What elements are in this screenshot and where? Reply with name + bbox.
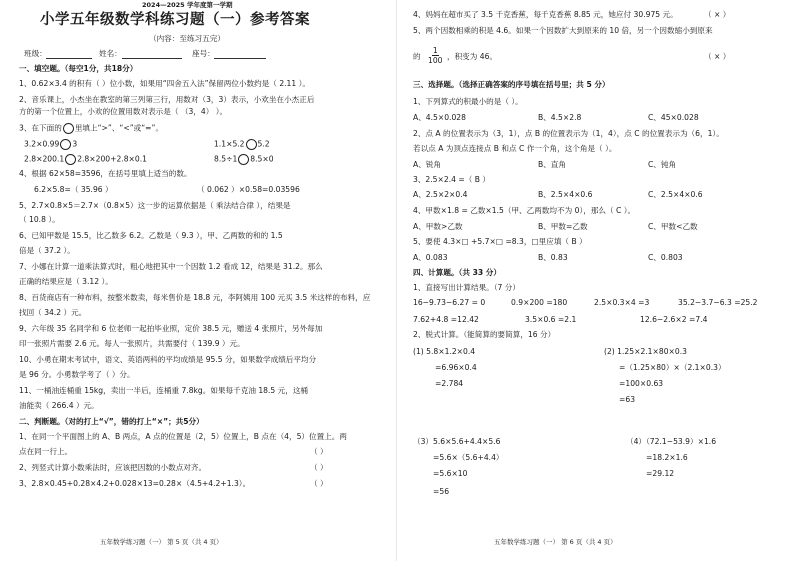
judge-2-answer[interactable]: （ ） — [310, 463, 328, 472]
problem-2-line1: (2) 1.25×2.1×80×0.3 — [604, 347, 687, 356]
page-title: 小学五年级数学科练习题（一）参考答案 — [40, 12, 310, 28]
direct-calc-title: 1、直接写出计算结果。（7 分） — [413, 283, 520, 292]
section-fill-title: 一、填空题。（每空1分，共18分） — [19, 64, 138, 73]
direct-calc-6: 3.5×0.6 =2.1 — [525, 315, 577, 324]
judge-3: 3、2.8×0.45+0.28×4.2+0.028×13=0.28×（4.5+4.2+1.3）。 — [19, 479, 251, 488]
judge-2: 2、列竖式计算小数乘法时，应该把因数的小数点对齐。 — [19, 463, 207, 472]
choice-4-opt-c[interactable]: C、甲数<乙数 — [648, 222, 698, 231]
choice-2-opt-c[interactable]: C、钝角 — [648, 160, 677, 169]
problem-1-line1: (1) 5.8×1.2×0.4 — [413, 347, 476, 356]
choice-5-opt-b[interactable]: B、0.83 — [538, 253, 568, 262]
content-note: （内容：至练习五完） — [149, 34, 225, 43]
question-1: 1、0.62×3.4 的积有（ ）位小数，如果用“四舍五入法”保留两位小数约是（ 2.11 ）。 — [19, 79, 311, 88]
question-7-line2: 正确的结果应是（ 3.12 ）。 — [19, 277, 113, 286]
choice-1-opt-b[interactable]: B、4.5×2.8 — [538, 113, 582, 122]
name-field[interactable] — [122, 58, 182, 59]
question-11-line1: 11、一桶油连桶重 15kg，卖出一半后，连桶重 7.8kg。如果每千克油 18.5 元，这桶 — [19, 386, 309, 395]
direct-calc-5: 7.62+4.8 =12.42 — [413, 315, 479, 324]
choice-1-opt-c[interactable]: C、45×0.028 — [648, 113, 699, 122]
seat-field[interactable] — [214, 58, 266, 59]
question-2-line1: 2、音乐课上，小杰坐在教室的第三列第三行，用数对（3，3）表示，小欢坐在小杰正后 — [19, 95, 315, 104]
question-6-line2: 倍是（ 37.2 ）。 — [19, 246, 75, 255]
direct-calc-1: 16−9.73−6.27 = 0 — [413, 298, 486, 307]
question-8-line2: 找回（ 34.2 ）元。 — [19, 308, 87, 317]
stepwise-title: 2、脱式计算。（能简算的要简算，16 分） — [413, 330, 556, 339]
choice-4-opt-a[interactable]: A、甲数>乙数 — [413, 222, 463, 231]
right-footer: 五年数学练习题（一） 第 6 页（共 4 页） — [494, 538, 617, 546]
choice-2-opt-b[interactable]: B、直角 — [538, 160, 566, 169]
compare-row-2b: 8.5÷1 8.5×0 — [214, 154, 274, 164]
choice-5-opt-c[interactable]: C、0.803 — [648, 253, 683, 262]
judge-4: 4、妈妈在超市买了 3.5 千克香蕉，每千克香蕉 8.85 元，她应付 30.975 元。 — [413, 10, 678, 19]
compare-row-1b: 1.1×5.2 5.2 — [214, 139, 270, 149]
name-label: 姓名： — [99, 49, 122, 58]
question-5-line2: （ 10.8 ）。 — [19, 215, 60, 224]
direct-calc-4: 35.2−3.7−6.3 =25.2 — [678, 298, 758, 307]
choice-3: 3、2.5×2.4 =（ B ） — [413, 175, 490, 184]
question-4-eq1: 6.2×5.8=（ 35.96 ） — [34, 185, 113, 194]
term-header: 2024—2025 学年度第一学期 — [142, 1, 233, 9]
compare-circle[interactable] — [65, 154, 76, 165]
choice-3-opt-b[interactable]: B、2.5×4×0.6 — [538, 190, 593, 199]
choice-2-line2: 若以点 A 为顶点连接点 B 和点 C 作一个角，这个角是（ ）。 — [413, 144, 617, 153]
question-5-line1: 5、2.7×0.8×5＝2.7×（0.8×5）这一步的运算依据是（ 乘法结合律 ），结果是 — [19, 201, 291, 210]
section-choice-title: 三、选择题。（选择正确答案的序号填在括号里；共 5 分） — [413, 80, 610, 89]
circle-icon — [63, 123, 74, 134]
choice-4: 4、甲数×1.8 = 乙数×1.5（甲、乙两数均不为 0），那么（ C ）。 — [413, 206, 636, 215]
question-10-line2: 是 96 分。小勇数学考了（ ）分。 — [19, 370, 135, 379]
section-calc-title: 四、计算题。（共 33 分） — [413, 268, 501, 277]
problem-2-line2: =（1.25×80）×（2.1×0.3） — [619, 363, 726, 372]
problem-1-line2: =6.96×0.4 — [435, 363, 477, 372]
direct-calc-7: 12.6−2.6×2 =7.4 — [640, 315, 708, 324]
problem-1-line3: =2.784 — [435, 379, 464, 388]
compare-circle[interactable] — [238, 154, 249, 165]
right-page — [397, 0, 794, 561]
judge-1-line1: 1、在同一个平面图上的 A、B 两点，A 点的位置是（2，5）位置上，B 点在（4，5）位置上。两 — [19, 432, 347, 441]
choice-5: 5、要使 4.3×□ +5.7×□ =8.3，□里应填（ B ） — [413, 237, 587, 246]
direct-calc-3: 2.5×0.3×4 =3 — [594, 298, 650, 307]
choice-3-opt-a[interactable]: A、2.5×2×0.4 — [413, 190, 468, 199]
choice-1: 1、下列算式的积最小的是（ ）。 — [413, 97, 523, 106]
question-2-line2: 方的第一个位置上，小欢的位置用数对表示是（ （3，4） ）。 — [19, 107, 228, 116]
direct-calc-2: 0.9×200 =180 — [511, 298, 568, 307]
problem-3-line4: =56 — [433, 487, 450, 496]
judge-5-answer[interactable]: （ × ） — [704, 52, 731, 61]
problem-3-line3: =5.6×10 — [433, 469, 468, 478]
class-field[interactable] — [46, 58, 92, 59]
problem-3-line1: （3）5.6×5.6+4.4×5.6 — [413, 437, 501, 446]
fraction-one-hundredth: $\frac{1}{100}$ — [428, 46, 443, 65]
judge-4-answer[interactable]: （ × ） — [704, 10, 731, 19]
question-11-line2: 油能卖（ 266.4 ）元。 — [19, 401, 99, 410]
compare-circle[interactable] — [246, 139, 257, 150]
question-6-line1: 6、已知甲数是 15.5，比乙数多 6.2。乙数是（ 9.3 ），甲、乙两数的和的 1.5 — [19, 231, 283, 240]
question-8-line1: 8、百货商店有一种布料，按整米数卖，每米售价是 18.8 元，李阿姨用 100 元买 3.5 米这样的布料，应 — [19, 293, 371, 302]
class-label: 班级： — [24, 49, 47, 58]
judge-3-answer[interactable]: （ ） — [310, 479, 328, 488]
compare-row-1: 3.2×0.99 3 — [24, 139, 78, 149]
question-10-line1: 10、小勇在期末考试中，语文、英语两科的平均成绩是 95.5 分，如果数学成绩后平均分 — [19, 355, 317, 364]
problem-2-line3: =100×0.63 — [619, 379, 664, 388]
choice-2-line1: 2、点 A 的位置表示为（3，1），点 B 的位置表示为（1，4），点 C 的位置表示为（6，1）。 — [413, 129, 724, 138]
left-footer: 五年数学练习题（一） 第 5 页（共 4 页） — [100, 538, 223, 546]
question-4: 4、根据 62×58=3596，在括号里填上适当的数。 — [19, 169, 192, 178]
choice-1-opt-a[interactable]: A、4.5×0.028 — [413, 113, 466, 122]
question-9-line2: 印一张照片需要 2.6 元。每人一张照片，共需要付（ 139.9 ）元。 — [19, 339, 245, 348]
choice-2-opt-a[interactable]: A、锐角 — [413, 160, 441, 169]
compare-circle[interactable] — [60, 139, 71, 150]
choice-5-opt-a[interactable]: A、0.083 — [413, 253, 448, 262]
judge-5-post: ，积变为 46。 — [447, 52, 498, 61]
section-judge-title: 二、判断题。（对的打上“√”，错的打上“×”；共5分） — [19, 417, 204, 426]
choice-3-opt-c[interactable]: C、2.5×4×0.6 — [648, 190, 703, 199]
problem-3-line2: =5.6×（5.6+4.4） — [433, 453, 504, 462]
judge-5-line1: 5、两个因数相乘的积是 4.6。如果一个因数扩大到原来的 10 倍，另一个因数缩小到原来 — [413, 26, 713, 35]
question-3: 3、在下面的 里填上“>”、“<”或“=”。 — [19, 123, 164, 133]
question-9-line1: 9、六年级 35 名同学和 6 位老师一起拍毕业照，定价 38.5 元，赠送 4 张照片，另外每加 — [19, 324, 323, 333]
problem-2-line4: =63 — [619, 395, 636, 404]
question-4-eq2: （ 0.062 ）×0.58=0.03596 — [197, 185, 300, 194]
judge-1-line2: 点在同一行上。 — [19, 447, 73, 456]
problem-4-line3: =29.12 — [646, 469, 675, 478]
problem-4-line1: （4）（72.1−53.9）×1.6 — [626, 437, 717, 446]
judge-1-answer[interactable]: （ ） — [310, 447, 328, 456]
judge-5-pre: 的 — [413, 52, 421, 61]
problem-4-line2: =18.2×1.6 — [646, 453, 688, 462]
choice-4-opt-b[interactable]: B、甲数=乙数 — [538, 222, 588, 231]
seat-label: 座号： — [192, 49, 215, 58]
compare-row-2: 2.8×200.1 2.8×200+2.8×0.1 — [24, 154, 147, 164]
question-7-line1: 7、小娜在计算一道乘法算式时，粗心地把其中一个因数 1.2 看成 12，结果是 31.2。那么 — [19, 262, 323, 271]
